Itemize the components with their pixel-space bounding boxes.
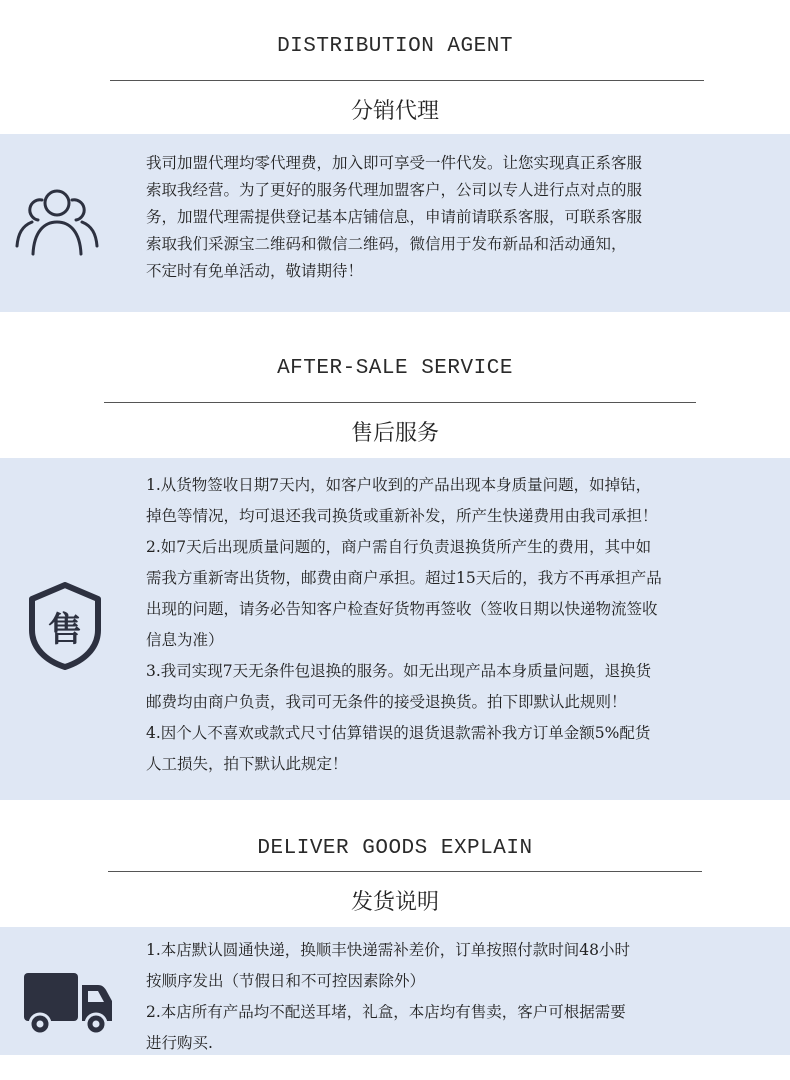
text-line: 进行购买.	[146, 1034, 213, 1052]
section-cn-title: 售后服务	[350, 421, 439, 446]
text-line: 我司加盟代理均零代理费，加入即可享受一件代发。让您实现真正系客服	[146, 154, 643, 172]
section-panel	[0, 927, 790, 1055]
text-line: 信息为准）	[146, 631, 224, 649]
text-line: 3.我司实现7天无条件包退换的服务。如无出现产品本身质量问题，退换货	[146, 662, 652, 680]
text-line: 2.本店所有产品均不配送耳堵，礼盒，本店均有售卖，客户可根据需要	[146, 1003, 626, 1021]
section-body	[146, 470, 766, 780]
section-panel	[0, 458, 790, 800]
text-line: 索取我们采源宝二维码和微信二维码，微信用于发布新品和活动通知，	[146, 235, 627, 253]
text-line: 2.如7天后出现质量问题的，商户需自行负责退换货所产生的费用，其中如	[146, 538, 652, 556]
text-line: 出现的问题，请务必告知客户检查好货物再签收（签收日期以快递物流签收	[146, 600, 658, 618]
section-en-title: AFTER-SALE SERVICE	[277, 357, 513, 380]
section-en-title: DISTRIBUTION AGENT	[277, 35, 513, 58]
people-group-icon	[14, 188, 100, 258]
text-line: 按顺序发出（节假日和不可控因素除外）	[146, 972, 426, 990]
text-line: 1.从货物签收日期7天内，如客户收到的产品出现本身质量问题，如掉钻，	[146, 476, 652, 494]
section-en-title: DELIVER GOODS EXPLAIN	[257, 837, 533, 860]
section-body	[146, 150, 766, 285]
section-cn-title: 分销代理	[350, 99, 439, 124]
text-line: 务，加盟代理需提供登记基本店铺信息，申请前请联系客服，可联系客服	[146, 208, 643, 226]
text-line: 4.因个人不喜欢或款式尺寸估算错误的退货退款需补我方订单金额5%配货	[146, 724, 651, 742]
title-divider	[104, 402, 696, 403]
title-divider	[108, 871, 702, 872]
text-line: 人工损失，拍下默认此规定！	[146, 755, 348, 773]
text-line: 不定时有免单活动，敬请期待！	[146, 262, 364, 280]
delivery-truck-icon	[22, 971, 114, 1037]
after-sale-shield-icon	[28, 582, 102, 670]
section-body	[146, 935, 766, 1059]
section-cn-title: 发货说明	[350, 890, 439, 915]
text-line: 邮费均由商户负责，我司可无条件的接受退换货。拍下即默认此规则！	[146, 693, 627, 711]
shield-glyph: 售	[48, 610, 82, 650]
text-line: 索取我经营。为了更好的服务代理加盟客户，公司以专人进行点对点的服	[146, 181, 643, 199]
text-line: 掉色等情况，均可退还我司换货或重新补发，所产生快递费用由我司承担！	[146, 507, 658, 525]
text-line: 需我方重新寄出货物，邮费由商户承担。超过15天后的，我方不再承担产品	[146, 569, 662, 587]
section-panel	[0, 134, 790, 312]
text-line: 1.本店默认圆通快递，换顺丰快递需补差价，订单按照付款时间48小时	[146, 941, 631, 959]
title-divider	[110, 80, 704, 81]
